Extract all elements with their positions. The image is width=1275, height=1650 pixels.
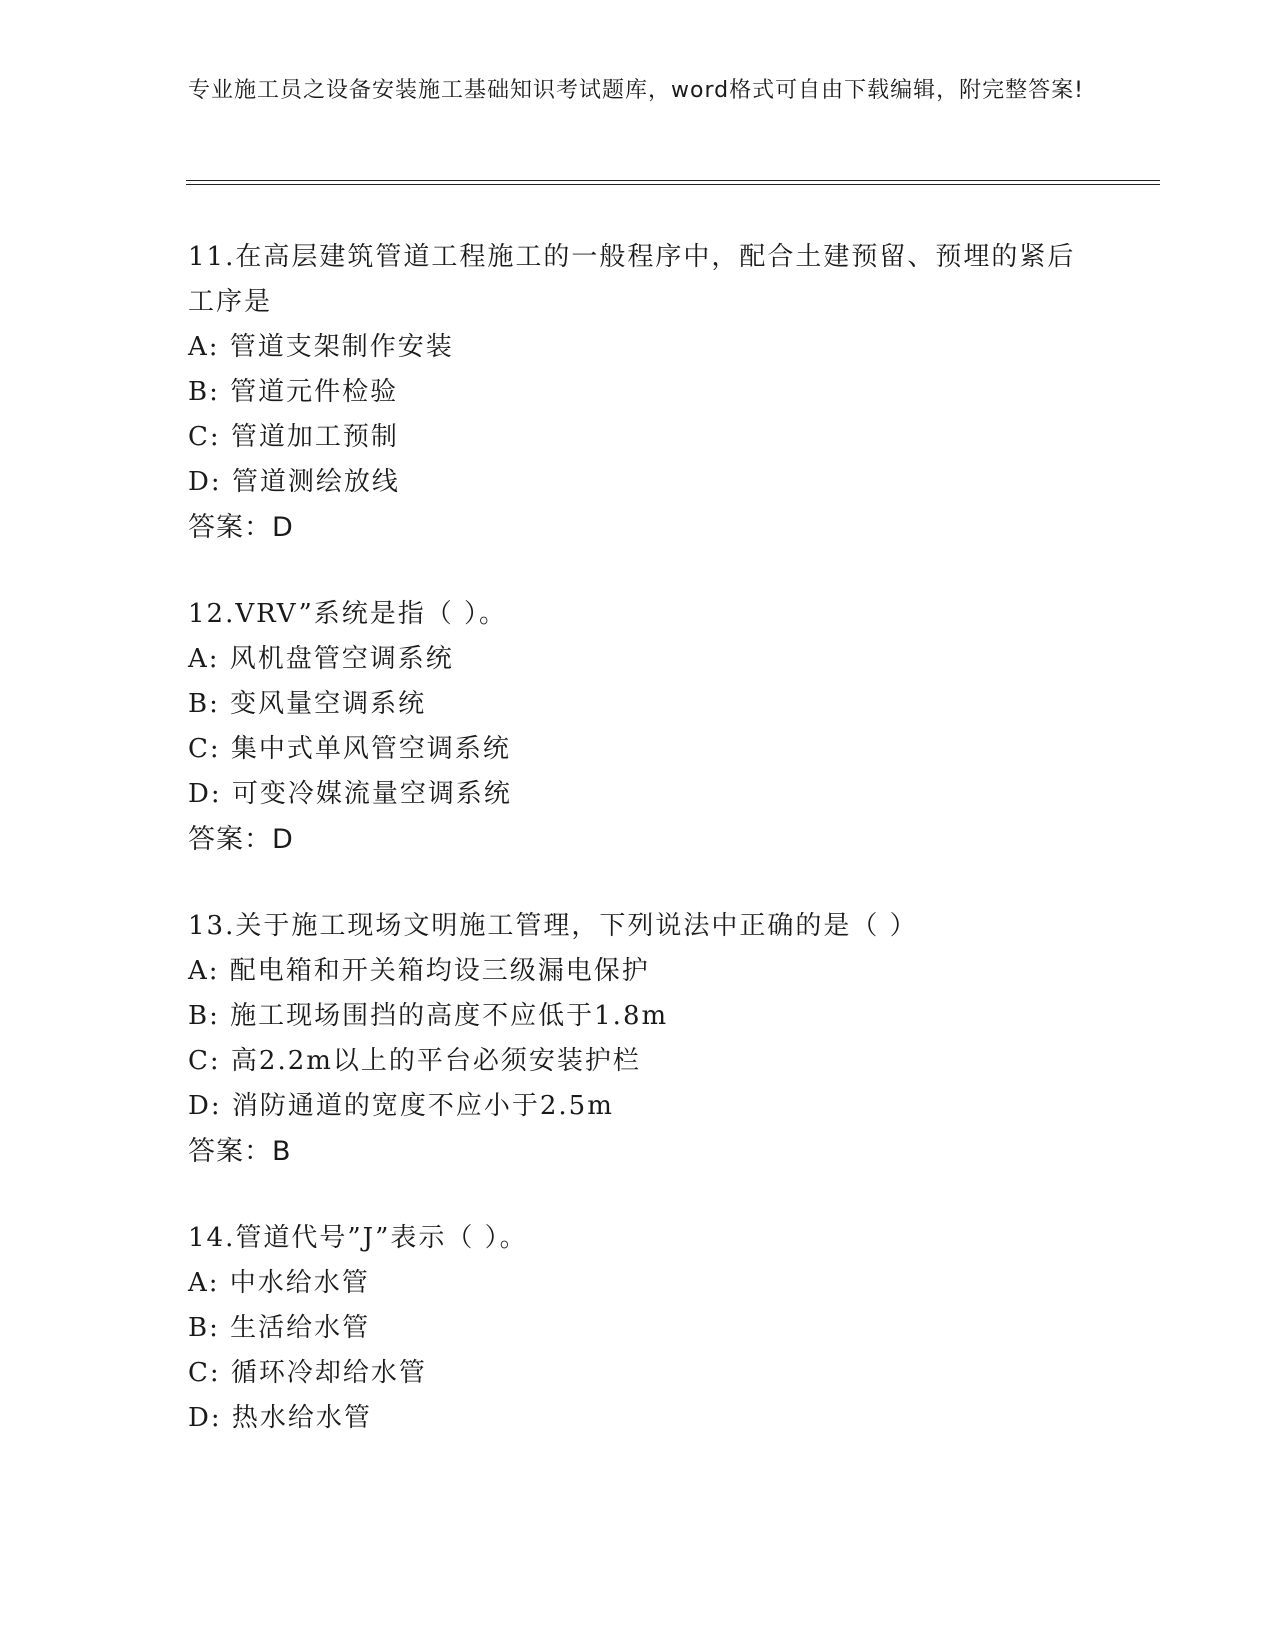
option-b: B: 管道元件检验 [188, 377, 399, 407]
option-b: B: 施工现场围挡的高度不应低于1.8m [188, 1001, 669, 1031]
option-a: A: 配电箱和开关箱均设三级漏电保护 [188, 956, 650, 986]
option-a: A: 中水给水管 [188, 1268, 370, 1298]
option-b: B: 变风量空调系统 [188, 689, 427, 719]
question-13 [188, 904, 1088, 1175]
option-c: C: 高2.2m以上的平台必须安装护栏 [188, 1046, 641, 1076]
question-11 [188, 235, 1088, 551]
option-c: C: 管道加工预制 [188, 422, 399, 452]
question-stem: 12.VRV”系统是指（ ）。 [188, 599, 508, 629]
question-12 [188, 592, 1088, 863]
option-d: D: 消防通道的宽度不应小于2.5m [188, 1091, 614, 1121]
option-c: C: 循环冷却给水管 [188, 1358, 427, 1388]
question-list [188, 235, 1088, 1482]
option-d: D: 热水给水管 [188, 1403, 372, 1433]
answer: 答案：D [188, 512, 294, 543]
answer: 答案：B [188, 1136, 292, 1167]
option-c: C: 集中式单风管空调系统 [188, 734, 511, 764]
option-a: A: 管道支架制作安装 [188, 332, 454, 362]
question-stem: 13.关于施工现场文明施工管理，下列说法中正确的是（ ） [188, 911, 918, 941]
question-stem: 14.管道代号”J”表示（ ）。 [188, 1223, 528, 1253]
header-divider [186, 180, 1160, 185]
page-header: 专业施工员之设备安装施工基础知识考试题库，word格式可自由下载编辑，附完整答案! [188, 78, 1084, 103]
question-14 [188, 1216, 1088, 1441]
question-stem: 11.在高层建筑管道工程施工的一般程序中，配合土建预留、预埋的紧后工序是 [188, 242, 1076, 317]
option-b: B: 生活给水管 [188, 1313, 371, 1343]
option-d: D: 可变冷媒流量空调系统 [188, 779, 512, 809]
option-d: D: 管道测绘放线 [188, 467, 400, 497]
option-a: A: 风机盘管空调系统 [188, 644, 454, 674]
answer: 答案：D [188, 824, 294, 855]
